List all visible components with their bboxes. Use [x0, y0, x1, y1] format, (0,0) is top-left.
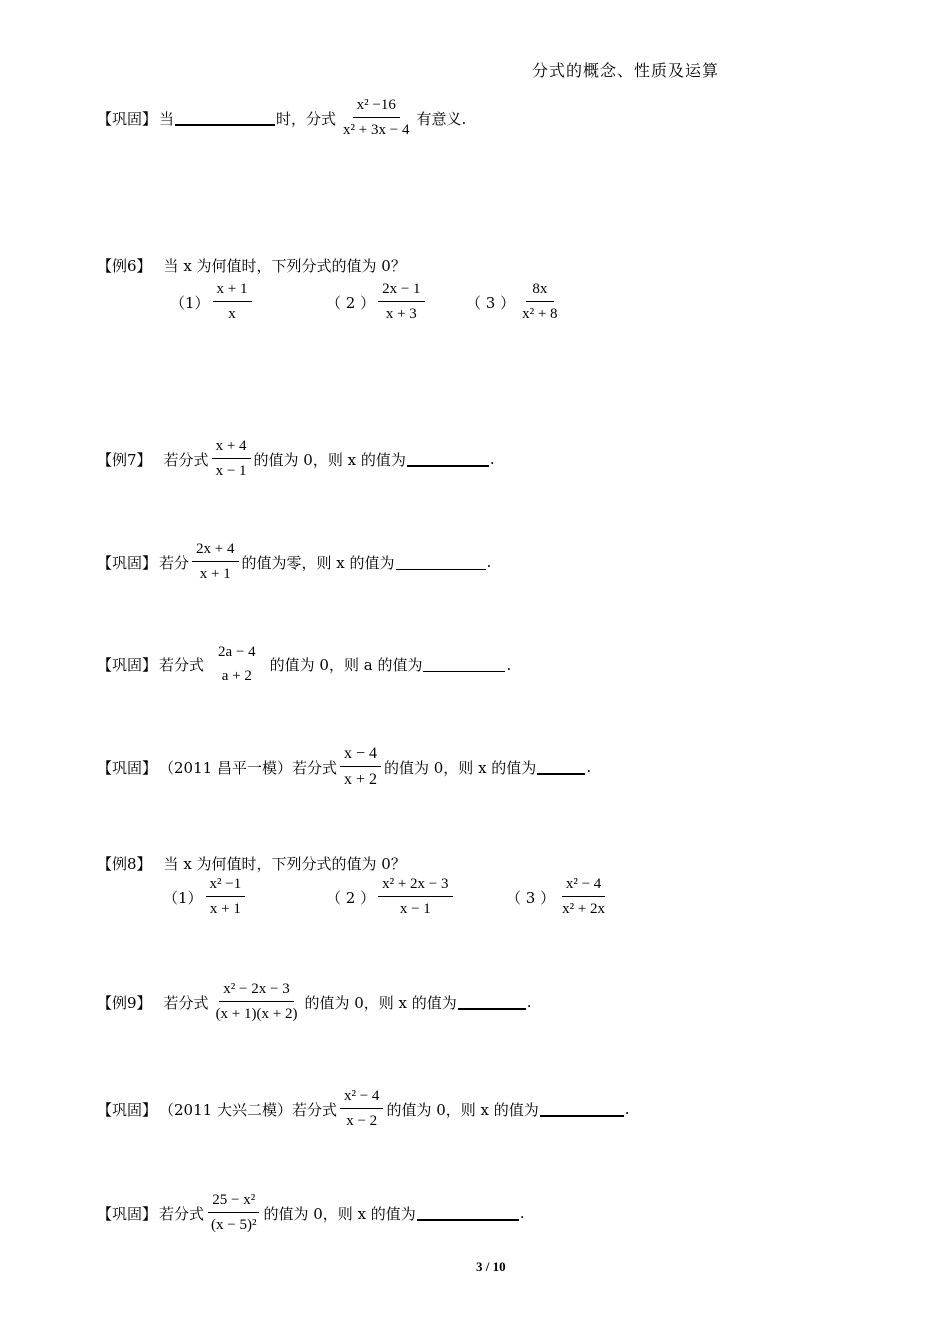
fraction — [518, 282, 561, 322]
denominator: x + 1 — [199, 566, 231, 582]
item-label: （ 3 ） — [506, 888, 556, 907]
example-text: 若分式 — [163, 450, 209, 469]
question-tag: 【巩固】 — [97, 1204, 158, 1223]
example-text: 若分式 — [163, 993, 209, 1012]
question-tag: 【巩固】 — [97, 1100, 158, 1119]
example-text: 当 x 为何值时，下列分式的值为 0？ — [163, 855, 406, 873]
denominator: x² + 8 — [522, 306, 558, 322]
page-number: 3 / 10 — [476, 1259, 506, 1274]
question-text: 若分式 — [159, 656, 205, 674]
example-tag: 【例9】 — [97, 993, 152, 1012]
answer-blank[interactable] — [407, 451, 489, 467]
fraction — [340, 746, 381, 788]
numerator: x² + 2x − 3 — [378, 877, 452, 897]
item-label: （1） — [163, 888, 203, 907]
denominator: x + 1 — [209, 901, 241, 917]
item-label: （ 2 ） — [326, 293, 376, 312]
example-tag: 【例7】 — [97, 450, 152, 469]
consolidation-question-3 — [97, 645, 511, 684]
question-text: 的值为零，则 x 的值为 — [241, 553, 395, 572]
example-8-item-2 — [326, 877, 456, 917]
numerator: x² − 4 — [562, 877, 605, 897]
question-text: . — [486, 553, 492, 571]
page-header-title: 分式的概念、性质及运算 — [532, 61, 720, 80]
item-label: （ 2 ） — [326, 888, 376, 907]
numerator: x² −1 — [206, 877, 246, 897]
question-text: 有意义. — [416, 109, 467, 128]
question-text: 的值为 0，则 x 的值为 — [386, 1100, 539, 1119]
question-text: 的值为 0，则 a 的值为 — [269, 656, 423, 674]
fraction — [214, 645, 260, 684]
example-8-item-3 — [506, 877, 612, 917]
answer-blank[interactable] — [537, 759, 585, 775]
question-text: . — [506, 655, 512, 674]
question-text: . — [624, 1100, 630, 1118]
item-label: （ 3 ） — [466, 293, 516, 312]
consolidation-question-1 — [97, 98, 466, 138]
fraction — [212, 439, 251, 479]
example-text: . — [489, 450, 495, 468]
denominator: x² + 2x — [562, 901, 606, 917]
consolidation-question-4 — [97, 746, 591, 788]
numerator: 8x — [526, 282, 554, 302]
numerator: 2x + 4 — [192, 542, 238, 562]
question-text: 若分式 — [159, 1204, 205, 1223]
answer-blank[interactable] — [423, 657, 505, 672]
fraction — [340, 1089, 383, 1129]
fraction — [213, 282, 252, 322]
question-text: . — [586, 758, 592, 776]
fraction — [378, 877, 452, 917]
example-text: 的值为 0，则 x 的值为 — [304, 993, 457, 1012]
example-6 — [97, 255, 406, 276]
question-text: （2011 昌平一模）若分式 — [159, 758, 337, 777]
numerator: x − 4 — [340, 746, 381, 767]
answer-blank[interactable] — [175, 110, 275, 126]
fraction — [558, 877, 609, 917]
fraction — [378, 282, 424, 322]
example-text: 的值为 0，则 x 的值为 — [253, 450, 406, 469]
denominator: x² + 3x − 4 — [343, 122, 410, 138]
denominator: x − 1 — [399, 901, 431, 917]
question-text: （2011 大兴二模）若分式 — [159, 1100, 337, 1119]
numerator: x² − 4 — [340, 1089, 383, 1109]
denominator: (x − 5)² — [211, 1217, 257, 1233]
question-text: 当 — [159, 109, 175, 128]
denominator: x — [228, 306, 236, 322]
example-6-item-1 — [170, 282, 255, 322]
example-8 — [97, 853, 406, 874]
example-tag: 【例6】 — [97, 257, 152, 275]
numerator: x² −16 — [353, 98, 400, 118]
example-6-item-3 — [466, 282, 565, 322]
fraction — [192, 542, 238, 582]
example-6-item-2 — [326, 282, 428, 322]
question-text: 时，分式 — [276, 109, 337, 128]
question-text: 的值为 0，则 x 的值为 — [263, 1204, 416, 1223]
example-8-item-1 — [163, 877, 248, 917]
question-tag: 【巩固】 — [97, 656, 158, 674]
numerator: x + 4 — [212, 439, 251, 459]
example-tag: 【例8】 — [97, 855, 152, 873]
denominator: a + 2 — [221, 668, 252, 684]
answer-blank[interactable] — [458, 994, 526, 1010]
example-9 — [97, 982, 532, 1022]
question-tag: 【巩固】 — [97, 553, 158, 572]
denominator: x − 1 — [215, 463, 247, 479]
numerator: 2x − 1 — [378, 282, 424, 302]
fraction — [206, 877, 246, 917]
example-text: . — [526, 993, 532, 1011]
question-text: 若分 — [159, 553, 190, 572]
consolidation-question-6 — [97, 1193, 525, 1233]
question-tag: 【巩固】 — [97, 758, 158, 777]
item-label: （1） — [170, 293, 210, 312]
consolidation-question-5 — [97, 1089, 630, 1129]
denominator: (x + 1)(x + 2) — [215, 1006, 298, 1022]
question-text: 的值为 0，则 x 的值为 — [384, 758, 537, 777]
consolidation-question-2 — [97, 542, 491, 582]
numerator: 2a − 4 — [218, 644, 256, 660]
numerator: x + 1 — [213, 282, 252, 302]
fraction — [339, 98, 413, 138]
answer-blank[interactable] — [417, 1205, 519, 1221]
denominator: x + 2 — [343, 771, 377, 788]
fraction — [207, 1193, 260, 1233]
question-text: . — [519, 1204, 525, 1222]
example-7 — [97, 439, 495, 479]
numerator: 25 − x² — [208, 1193, 259, 1213]
fraction — [212, 982, 302, 1022]
question-tag: 【巩固】 — [97, 109, 158, 128]
denominator: x + 3 — [385, 306, 417, 322]
numerator: x² − 2x − 3 — [219, 982, 293, 1002]
answer-blank[interactable] — [540, 1101, 624, 1117]
example-text: 当 x 为何值时，下列分式的值为 0？ — [163, 257, 406, 275]
answer-blank[interactable] — [396, 555, 486, 570]
denominator: x − 2 — [346, 1113, 378, 1129]
